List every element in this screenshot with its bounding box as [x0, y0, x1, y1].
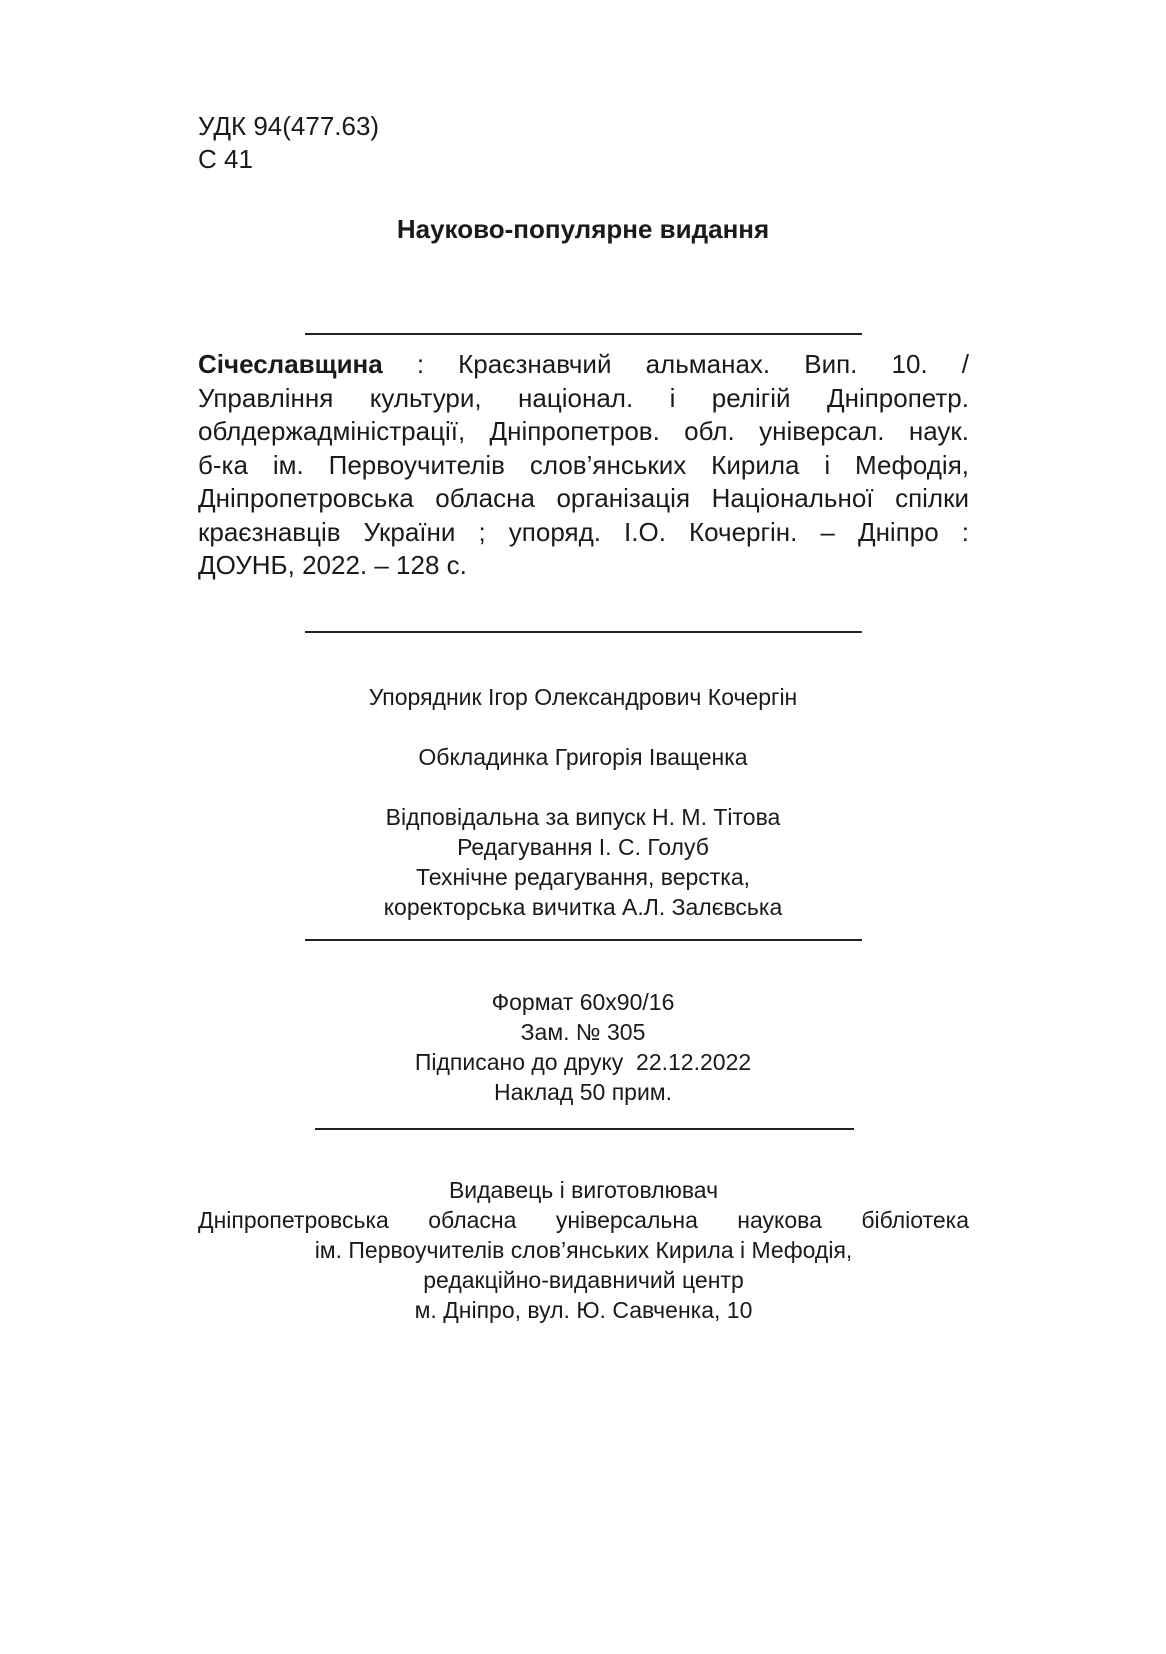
- bibliographic-description: [198, 348, 969, 583]
- biblio-line-1-rest: : Краєзнавчий альманах. Вип. 10. /: [382, 349, 969, 379]
- compiler-credit: [0, 682, 1166, 712]
- divider-line: [305, 939, 862, 941]
- udk-block: [198, 110, 379, 176]
- staff-credits: [0, 802, 1166, 922]
- biblio-line-2: Управління культури, націонал. і релігій Дніпропетр.: [198, 382, 969, 413]
- editing-text: Редагування І. С. Голуб: [457, 834, 709, 860]
- biblio-line-1: [198, 348, 969, 382]
- signed-text: Підписано до друку 22.12.2022: [414, 1049, 752, 1075]
- divider-line: [305, 333, 862, 335]
- book-title: Січеславщина: [198, 349, 383, 379]
- publication-type: Науково-популярне видання: [396, 214, 770, 244]
- compiler-text: Упорядник Ігор Олександрович Кочергін: [368, 684, 798, 710]
- print-run-text: Наклад 50 прим.: [493, 1079, 672, 1105]
- divider-line: [315, 1128, 854, 1130]
- biblio-line-6: краєзнавців України ; упоряд. І.О. Кочергін. – Дніпро :: [198, 516, 969, 547]
- publisher-line-2: ім. Первоучителів слов’янських Кирила і Мефодія,: [314, 1237, 853, 1263]
- biblio-line-4: б-ка ім. Первоучителів слов’янських Кирила і Мефодія,: [198, 449, 969, 480]
- cover-text: Обкладинка Григорія Іващенка: [418, 744, 748, 770]
- responsible-text: Відповідальна за випуск Н. М. Тітова: [385, 804, 781, 830]
- author-mark: С 41: [198, 144, 253, 174]
- cover-credit: [0, 742, 1166, 772]
- udk-code: УДК 94(477.63): [198, 111, 380, 141]
- publisher-block: [198, 1175, 969, 1325]
- proofreading-text: коректорська вичитка А.Л. Залєвська: [383, 894, 783, 920]
- divider-line: [305, 631, 862, 633]
- biblio-line-7: ДОУНБ, 2022. – 128 с.: [198, 550, 467, 580]
- imprint-block: [0, 987, 1166, 1107]
- order-text: Зам. № 305: [520, 1019, 646, 1045]
- biblio-line-3: облдержадміністрації, Дніпропетров. обл. універсал. наук.: [198, 416, 969, 446]
- biblio-line-5: Дніпропетровська обласна організація Національної спілки: [198, 483, 969, 513]
- format-text: Формат 60х90/16: [491, 989, 675, 1015]
- publisher-line-3: редакційно-видавничий центр: [423, 1267, 744, 1293]
- publisher-heading: Видавець і виготовлювач: [448, 1177, 719, 1203]
- publisher-line-1: Дніпропетровська обласна універсальна наукова бібліотека: [198, 1207, 969, 1233]
- technical-editing-text: Технічне редагування, верстка,: [415, 864, 751, 890]
- publisher-address: м. Дніпро, вул. Ю. Савченка, 10: [414, 1297, 753, 1323]
